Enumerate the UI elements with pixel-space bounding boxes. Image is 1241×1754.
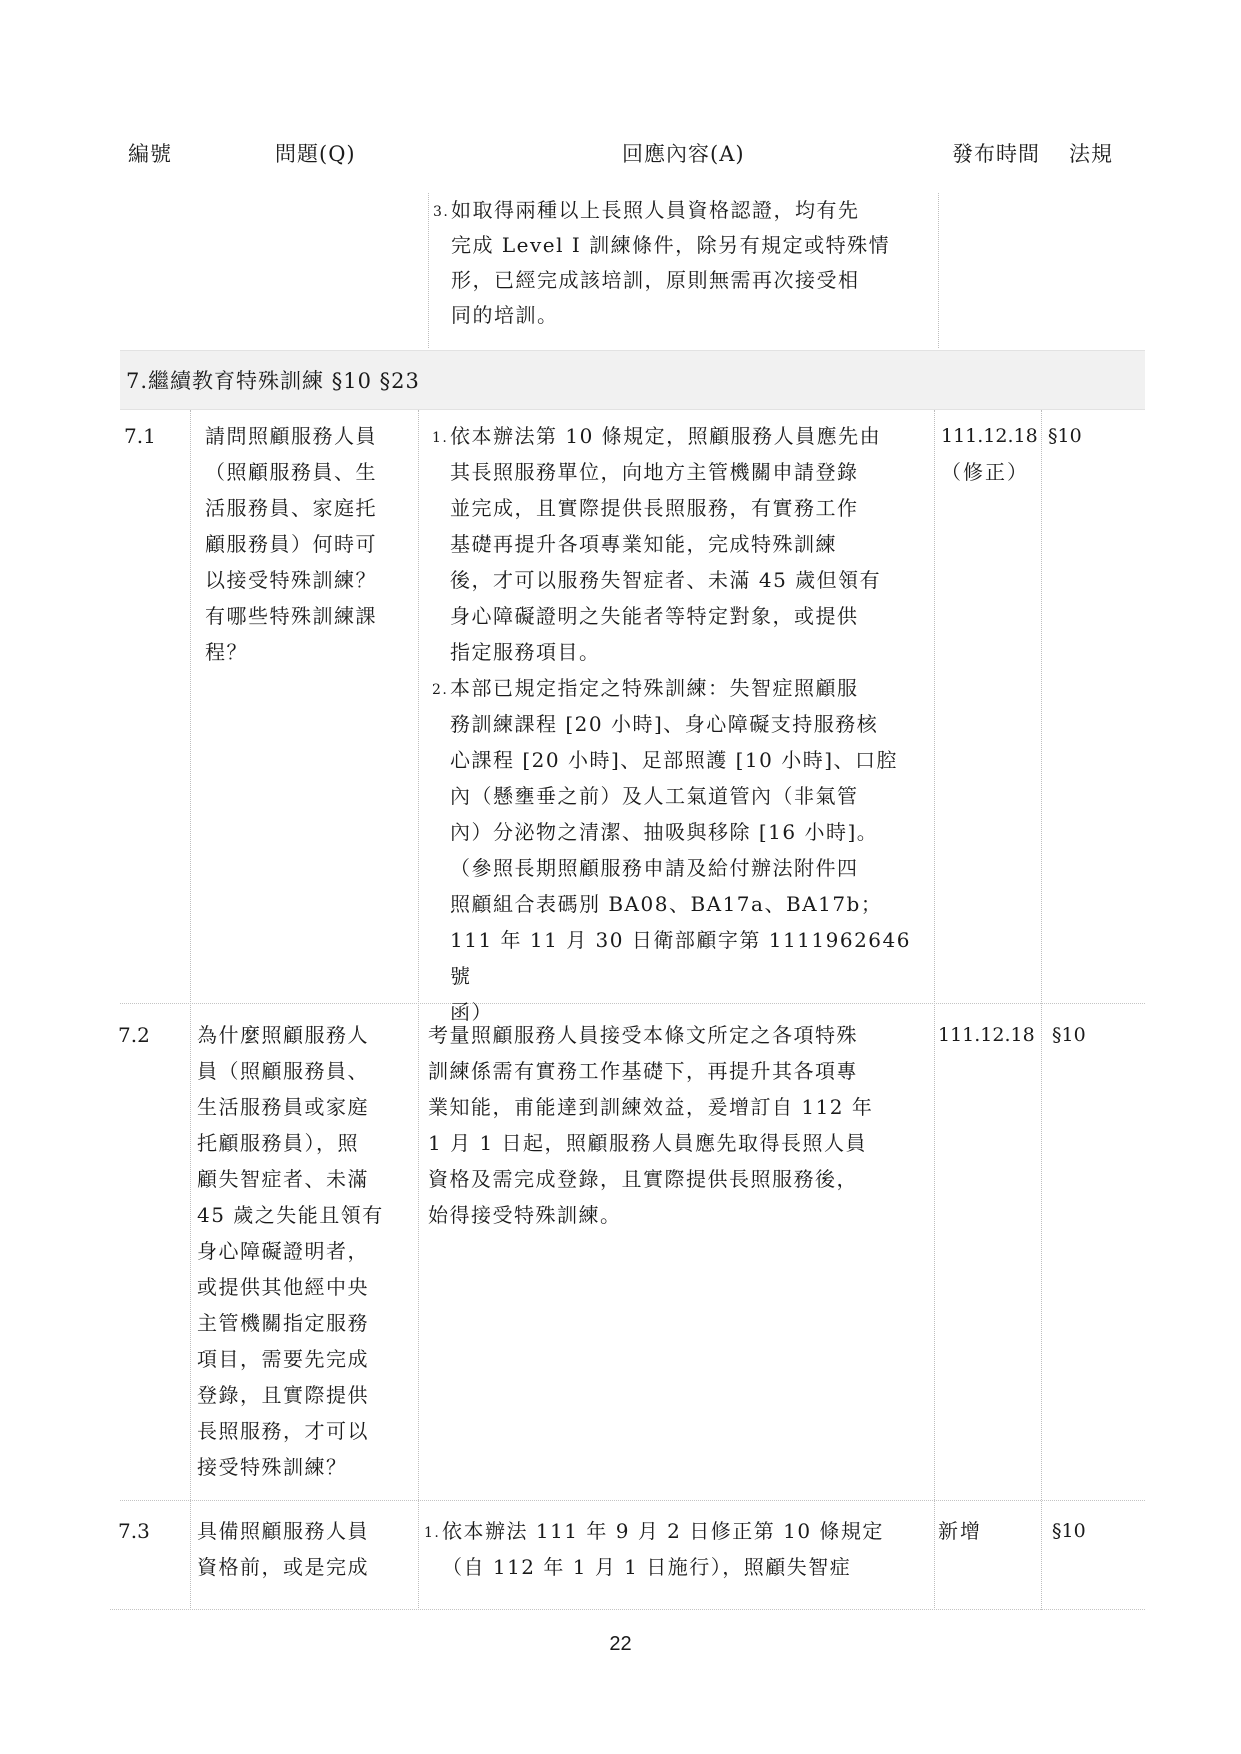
row-id: 7.3: [118, 1519, 150, 1543]
question-line: 有哪些特殊訓練課: [205, 604, 377, 628]
answer-line: 形，已經完成該培訓，原則無需再次接受相: [451, 268, 860, 292]
question-line: 主管機關指定服務: [197, 1311, 369, 1335]
answer-line: 1 月 1 日起，照顧服務人員應先取得長照人員: [428, 1131, 868, 1155]
answer-line: 訓練係需有實務工作基礎下，再提升其各項專: [428, 1059, 858, 1083]
answer-line: 本部已規定指定之特殊訓練：失智症照顧服: [450, 676, 859, 700]
answer-line: 務訓練課程 [20 小時]、身心障礙支持服務核: [450, 712, 879, 736]
answer-item: [432, 670, 922, 1030]
answer-line: 內（懸壅垂之前）及人工氣道管內（非氣管: [450, 784, 859, 808]
answer-line: 考量照顧服務人員接受本條文所定之各項特殊: [428, 1023, 858, 1047]
answer-line: 心課程 [20 小時]、足部照護 [10 小時]、口腔: [450, 748, 899, 772]
section-title: 7.繼續教育特殊訓練 §10 §23: [126, 369, 420, 393]
header-question: 問題(Q): [275, 142, 356, 166]
question-line: 登錄，且實際提供: [197, 1383, 369, 1407]
question-line: 以接受特殊訓練？: [205, 568, 377, 592]
law-cell: §10: [1052, 1024, 1086, 1046]
question-line: 長照服務，才可以: [197, 1419, 369, 1443]
answer-line: 指定服務項目。: [450, 640, 601, 664]
column-divider: [934, 410, 935, 1610]
question-line: 顧服務員）何時可: [205, 532, 377, 556]
answer-line: 內）分泌物之清潔、抽吸與移除 [16 小時]。: [450, 820, 879, 844]
question-cell: [205, 418, 395, 670]
answer-line: 並完成，且實際提供長照服務，有實務工作: [450, 496, 859, 520]
answer-line: 資格及需完成登錄，且實際提供長照服務後，: [428, 1167, 858, 1191]
column-divider: [418, 410, 419, 1610]
question-line: 生活服務員或家庭: [197, 1095, 369, 1119]
list-number: 1.: [432, 430, 449, 446]
header-law: 法規: [1069, 142, 1113, 166]
question-line: 托顧服務員），照: [197, 1131, 359, 1155]
answer-line: 如取得兩種以上長照人員資格認證，均有先: [451, 198, 860, 222]
answer-line: 完成 Level I 訓練條件，除另有規定或特殊情: [451, 233, 891, 257]
row-id: 7.1: [124, 424, 156, 448]
row-id: 7.2: [118, 1023, 150, 1047]
answer-line: 111 年 11 月 30 日衛部顧字第 1111962646 號: [450, 928, 911, 988]
question-cell: [197, 1017, 387, 1485]
column-divider: [190, 410, 191, 1610]
header-no: 編號: [128, 142, 172, 166]
question-line: 具備照顧服務人員: [197, 1519, 369, 1543]
date-cell: 新增: [938, 1519, 982, 1543]
header-date: 發布時間: [952, 142, 1040, 166]
answer-cell: [424, 1513, 914, 1585]
question-line: 或提供其他經中央: [197, 1275, 369, 1299]
answer-cell: [428, 1017, 918, 1233]
question-line: 項目，需要先完成: [197, 1347, 369, 1371]
answer-line: 身心障礙證明之失能者等特定對象，或提供: [450, 604, 859, 628]
law-cell: §10: [1052, 1520, 1086, 1542]
row-divider: [120, 1500, 1145, 1501]
answer-item: [432, 418, 922, 670]
answer-cell: [432, 418, 922, 1030]
question-line: 資格前，或是完成: [197, 1555, 369, 1579]
answer-line: 業知能，甫能達到訓練效益，爰增訂自 112 年: [428, 1095, 874, 1119]
question-line: 員（照顧服務員、: [197, 1059, 369, 1083]
answer-line: 照顧組合表碼別 BA08、BA17a、BA17b；: [450, 892, 883, 916]
answer-line: 始得接受特殊訓練。: [428, 1203, 622, 1227]
date-cell: 111.12.18: [938, 1024, 1035, 1046]
answer-line: 後，才可以服務失智症者、未滿 45 歲但領有: [450, 568, 882, 592]
question-line: 程？: [205, 640, 248, 664]
release-date: 111.12.18: [941, 425, 1038, 447]
question-line: （照顧服務員、生: [205, 460, 377, 484]
question-line: 為什麼照顧服務人: [197, 1023, 369, 1047]
continuation-item: [433, 193, 933, 333]
section-header: [120, 350, 1145, 410]
answer-line: 函）: [450, 1000, 493, 1024]
answer-line: 依本辦法第 10 條規定，照顧服務人員應先由: [450, 424, 882, 448]
question-line: 顧失智症者、未滿: [197, 1167, 369, 1191]
page-number: 22: [609, 1633, 632, 1655]
question-line: 活服務員、家庭托: [205, 496, 377, 520]
answer-line: 基礎再提升各項專業知能，完成特殊訓練: [450, 532, 837, 556]
answer-line: （參照長期照顧服務申請及給付辦法附件四: [450, 856, 859, 880]
date-note: （修正）: [941, 460, 1029, 484]
question-line: 身心障礙證明者，: [197, 1239, 369, 1263]
question-line: 請問照顧服務人員: [205, 424, 377, 448]
column-divider: [1041, 410, 1042, 1610]
column-divider: [428, 193, 429, 348]
column-divider: [938, 193, 939, 348]
answer-line: 同的培訓。: [451, 303, 559, 327]
question-cell: [197, 1513, 387, 1585]
list-number: 2.: [432, 682, 449, 698]
law-cell: §10: [1048, 425, 1082, 447]
date-cell: [941, 418, 1038, 490]
answer-line: 依本辦法 111 年 9 月 2 日修正第 10 條規定: [442, 1519, 884, 1543]
row-divider: [110, 1609, 1145, 1610]
answer-line: 其長照服務單位，向地方主管機關申請登錄: [450, 460, 859, 484]
answer-item: [424, 1513, 914, 1585]
question-line: 接受特殊訓練？: [197, 1455, 348, 1479]
list-number: 1.: [424, 1525, 441, 1541]
question-line: 45 歲之失能且領有: [197, 1203, 384, 1227]
list-number: 3.: [433, 204, 450, 220]
header-answer: 回應內容(A): [622, 142, 745, 166]
answer-line: （自 112 年 1 月 1 日施行），照顧失智症: [442, 1555, 852, 1579]
